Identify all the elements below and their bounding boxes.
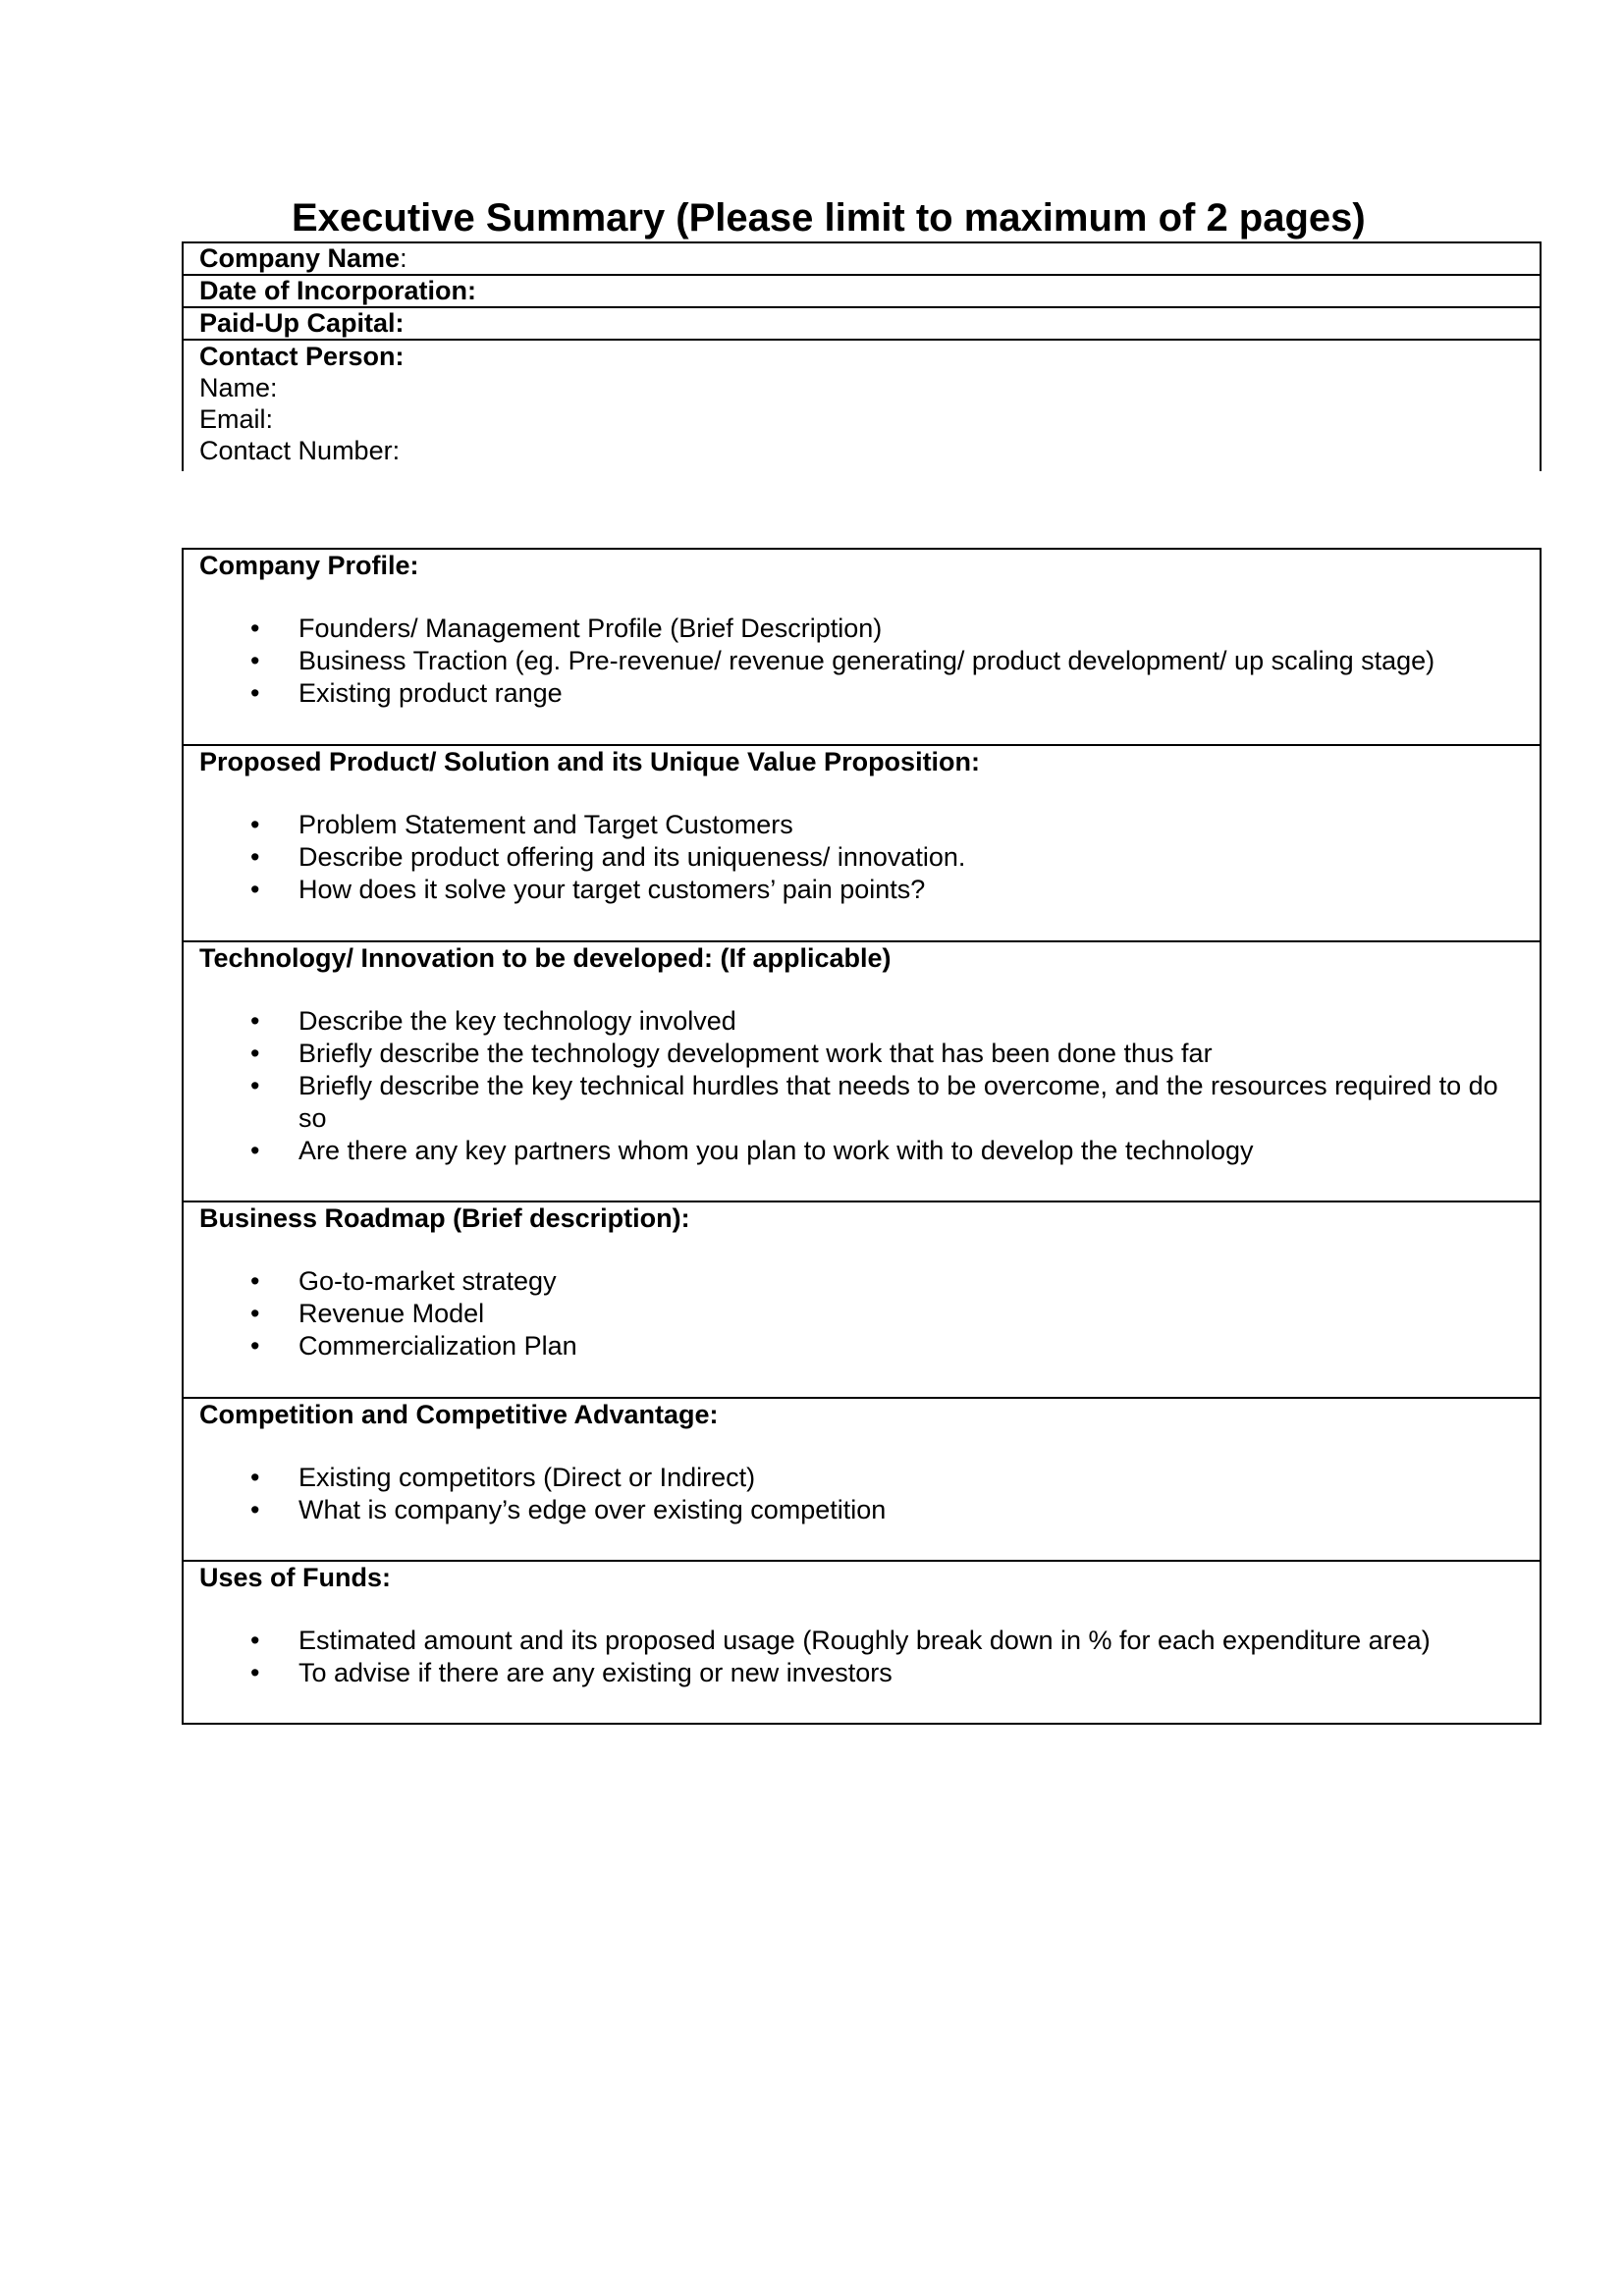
company-info-table: [182, 241, 1542, 471]
section-list: [184, 1625, 1540, 1689]
list-item-text: Are there any key partners whom you plan to work with to develop the technology: [298, 1136, 1254, 1165]
section-proposed-product: [184, 746, 1540, 942]
list-item-text: Existing product range: [298, 678, 563, 708]
list-item-text: Business Traction (eg. Pre-revenue/ revenue generating/ product development/ up scaling stage): [298, 646, 1435, 675]
list-item: [184, 809, 1540, 841]
list-item: [184, 613, 1540, 645]
bullet-icon: •: [250, 875, 260, 904]
contact-name-label: Name:: [199, 373, 278, 402]
company-name-label: Company Name: [199, 243, 401, 273]
list-item-text: Estimated amount and its proposed usage (Roughly break down in % for each expenditure area): [298, 1626, 1431, 1655]
list-item-text: How does it solve your target customers’ pain points?: [298, 875, 926, 904]
section-list: [184, 1462, 1540, 1526]
bullet-icon: •: [250, 810, 260, 839]
bullet-icon: •: [250, 1266, 260, 1296]
section-list: [184, 1005, 1540, 1167]
contact-number-label: Contact Number:: [199, 436, 401, 465]
section-heading: Competition and Competitive Advantage:: [199, 1400, 719, 1429]
bullet-icon: •: [250, 1299, 260, 1328]
section-list: [184, 1265, 1540, 1362]
list-item: [184, 874, 1540, 906]
bullet-icon: •: [250, 678, 260, 708]
bullet-icon: •: [250, 1658, 260, 1687]
list-item-text: Briefly describe the technology development work that has been done thus far: [298, 1039, 1213, 1068]
date-of-incorporation-label: Date of Incorporation:: [199, 276, 476, 305]
list-item: [184, 1265, 1540, 1298]
list-item: [184, 645, 1540, 677]
section-company-profile: [184, 550, 1540, 746]
bullet-icon: •: [250, 1006, 260, 1036]
list-item: [184, 1070, 1540, 1135]
list-item: [184, 1625, 1540, 1657]
section-heading: Proposed Product/ Solution and its Unique Value Proposition:: [199, 747, 981, 776]
bullet-icon: •: [250, 1495, 260, 1524]
list-item: [184, 1298, 1540, 1330]
bullet-icon: •: [250, 842, 260, 872]
paid-up-capital-label: Paid-Up Capital:: [199, 308, 405, 338]
summary-sections-table: [182, 548, 1542, 1725]
section-heading: Uses of Funds:: [199, 1563, 392, 1592]
bullet-icon: •: [250, 1136, 260, 1165]
list-item: [184, 1135, 1540, 1167]
section-heading: Business Roadmap (Brief description):: [199, 1203, 690, 1233]
date-of-incorporation-row: [184, 276, 1540, 308]
list-item: [184, 677, 1540, 710]
list-item-text: Existing competitors (Direct or Indirect): [298, 1463, 756, 1492]
company-name-row: [184, 243, 1540, 276]
list-item-text: To advise if there are any existing or new investors: [298, 1658, 893, 1687]
bullet-icon: •: [250, 1071, 260, 1100]
section-list: [184, 613, 1540, 710]
section-heading: Technology/ Innovation to be developed: (If applicable): [199, 943, 892, 973]
bullet-icon: •: [250, 646, 260, 675]
company-name-colon: :: [400, 243, 407, 273]
contact-person-label: Contact Person:: [199, 342, 405, 371]
section-uses-of-funds: [184, 1562, 1540, 1723]
list-item-text: What is company’s edge over existing competition: [298, 1495, 887, 1524]
list-item-text: Describe product offering and its uniqueness/ innovation.: [298, 842, 966, 872]
list-item: [184, 1462, 1540, 1494]
list-item: [184, 841, 1540, 874]
list-item-text: Commercialization Plan: [298, 1331, 577, 1361]
list-item-text: Describe the key technology involved: [298, 1006, 736, 1036]
document-title: Executive Summary (Please limit to maximum of 2 pages): [292, 196, 1366, 240]
section-business-roadmap: [184, 1202, 1540, 1399]
list-item: [184, 1330, 1540, 1362]
list-item: [184, 1494, 1540, 1526]
bullet-icon: •: [250, 1331, 260, 1361]
contact-person-block: [184, 341, 1540, 466]
list-item: [184, 1005, 1540, 1038]
section-heading: Company Profile:: [199, 551, 419, 580]
contact-email-label: Email:: [199, 404, 274, 434]
paid-up-capital-row: [184, 308, 1540, 341]
bullet-icon: •: [250, 1039, 260, 1068]
list-item: [184, 1038, 1540, 1070]
section-competition: [184, 1399, 1540, 1562]
section-list: [184, 809, 1540, 906]
list-item-text: Go-to-market strategy: [298, 1266, 557, 1296]
section-technology: [184, 942, 1540, 1202]
list-item-text: Problem Statement and Target Customers: [298, 810, 793, 839]
list-item-text: Revenue Model: [298, 1299, 485, 1328]
list-item-text: Briefly describe the key technical hurdles that needs to be overcome, and the resources required to do so: [298, 1071, 1498, 1133]
bullet-icon: •: [250, 1626, 260, 1655]
bullet-icon: •: [250, 614, 260, 643]
list-item: [184, 1657, 1540, 1689]
list-item-text: Founders/ Management Profile (Brief Description): [298, 614, 883, 643]
bullet-icon: •: [250, 1463, 260, 1492]
